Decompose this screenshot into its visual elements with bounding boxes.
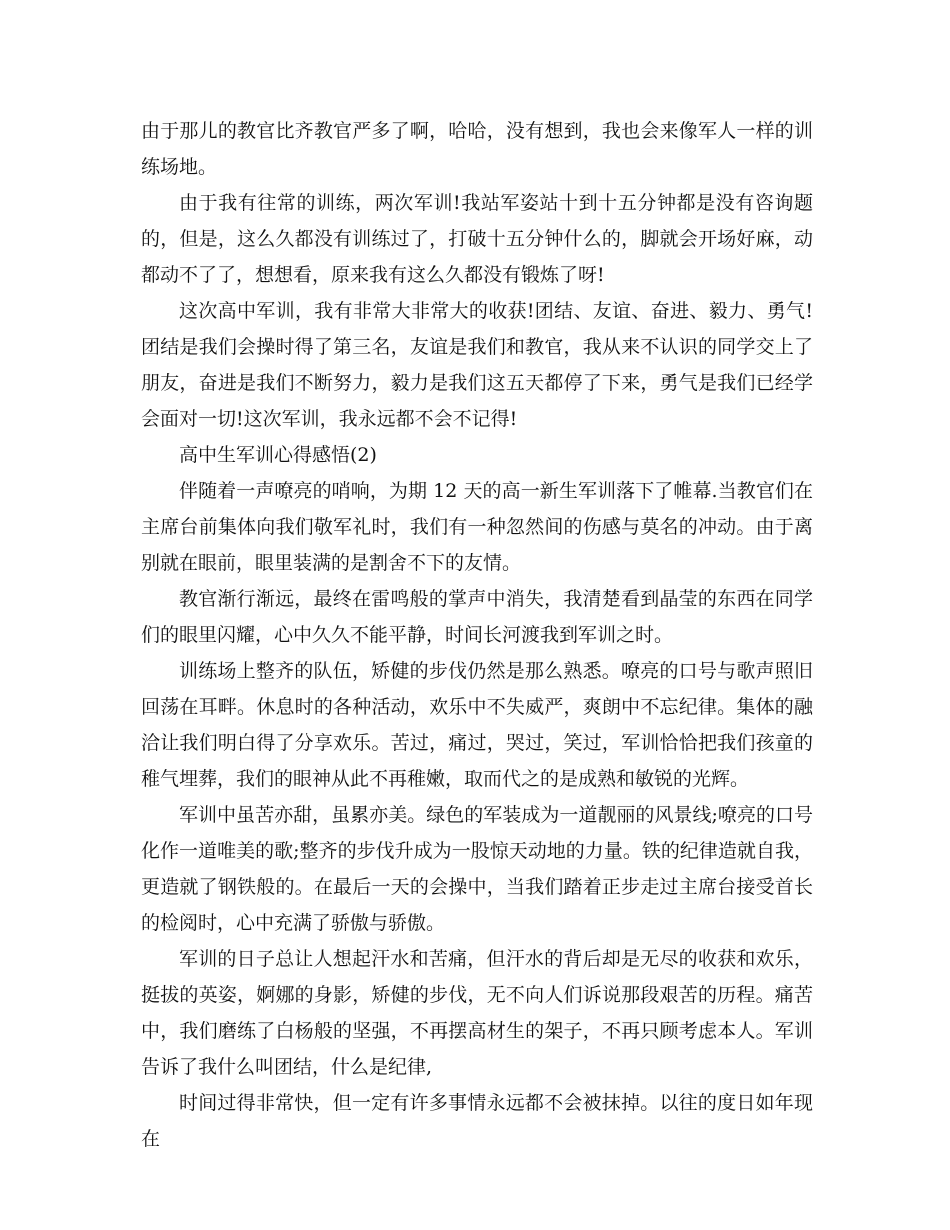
paragraph-6: 训练场上整齐的队伍，矫健的步伐仍然是那么熟悉。嘹亮的口号与歌声照旧回荡在耳畔。休息时的各种活动，欢乐中不失威严，爽朗中不忘纪律。集体的融洽让我们明白得了分享欢乐。苦过，痛过，哭过，笑过，军训恰恰把我们孩童的稚气埋葬，我们的眼神从此不再稚嫩，取而代之的是成熟和敏锐的光辉。 bbox=[141, 660, 813, 790]
paragraph-4: 伴随着一声嘹亮的哨响，为期 12 天的高一新生军训落下了帷幕.当教官们在主席台前集体向我们敬军礼时，我们有一种忽然间的伤感与莫名的冲动。由于离别就在眼前，眼里装满的是割舍不下的友情。 bbox=[141, 480, 813, 574]
section-heading: 高中生军训心得感悟(2) bbox=[179, 444, 377, 466]
paragraph-3: 这次高中军训，我有非常大非常大的收获!团结、友谊、奋进、毅力、勇气!团结是我们会操时得了第三名，友谊是我们和教官，我从来不认识的同学交上了朋友，奋进是我们不断努力，毅力是我们这五天都停了下来，勇气是我们已经学会面对一切!这次军训，我永远都不会不记得! bbox=[141, 300, 813, 430]
paragraph-8: 军训的日子总让人想起汗水和苦痛，但汗水的背后却是无尽的收获和欢乐，挺拔的英姿，婀娜的身影，矫健的步伐，无不向人们诉说那段艰苦的历程。痛苦中，我们磨练了白杨般的坚强，不再摆高材生的架子，不再只顾考虑本人。军训告诉了我什么叫团结，什么是纪律, bbox=[141, 948, 813, 1078]
paragraph-2: 由于我有往常的训练，两次军训!我站军姿站十到十五分钟都是没有咨询题的，但是，这么久都没有训练过了，打破十五分钟什么的，脚就会开场好麻，动都动不了了，想想看，原来我有这么久都没有锻炼了呀! bbox=[141, 192, 813, 286]
paragraph-7: 军训中虽苦亦甜，虽累亦美。绿色的军装成为一道靓丽的风景线;嘹亮的口号化作一道唯美的歌;整齐的步伐升成为一股惊天动地的力量。铁的纪律造就自我，更造就了钢铁般的。在最后一天的会操中，当我们踏着正步走过主席台接受首长的检阅时，心中充满了骄傲与骄傲。 bbox=[141, 804, 813, 934]
document-body bbox=[141, 113, 813, 1157]
paragraph-9: 时间过得非常快，但一定有许多事情永远都不会被抹掉。以往的度日如年现在 bbox=[141, 1092, 813, 1150]
paragraph-5: 教官渐行渐远，最终在雷鸣般的掌声中消失，我清楚看到晶莹的东西在同学们的眼里闪耀，心中久久不能平静，时间长河渡我到军训之时。 bbox=[141, 588, 813, 646]
paragraph-1: 由于那儿的教官比齐教官严多了啊，哈哈，没有想到，我也会来像军人一样的训练场地。 bbox=[141, 120, 813, 178]
